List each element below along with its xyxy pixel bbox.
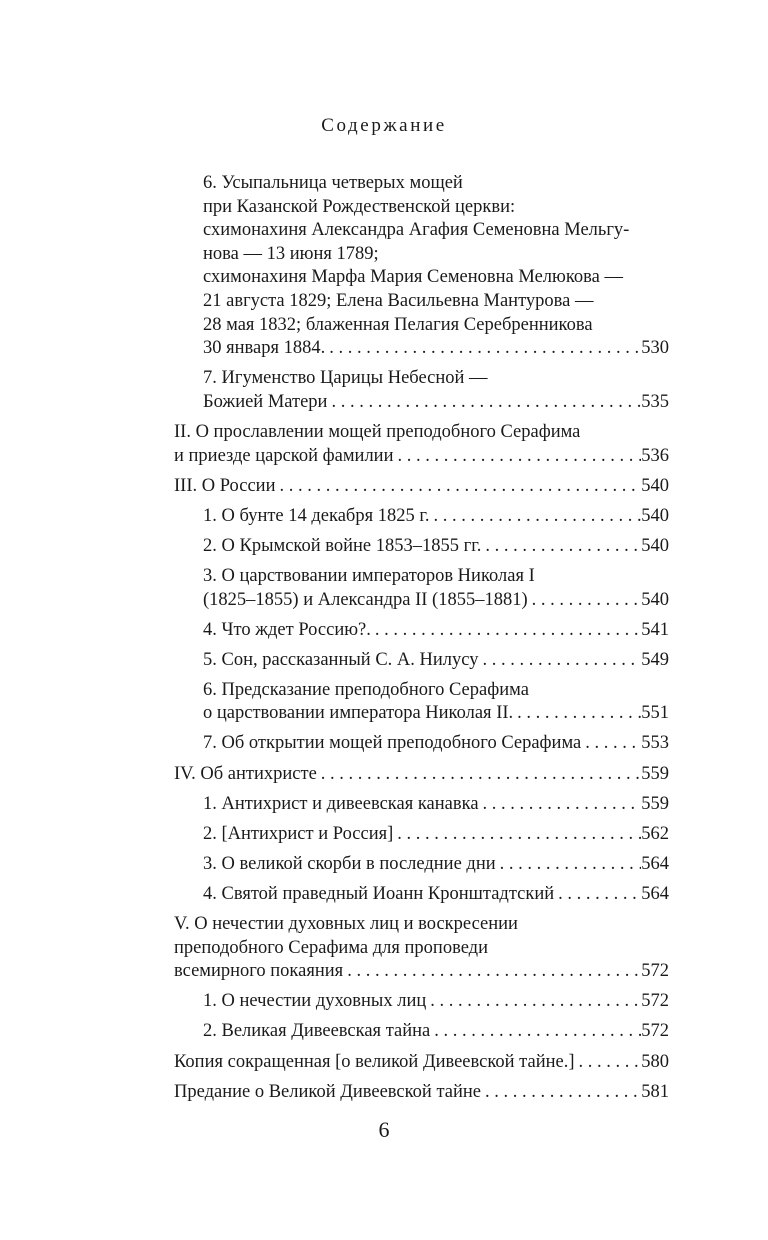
toc-entry-last-line <box>174 1051 669 1075</box>
dot-leader <box>479 793 642 817</box>
toc-entry <box>174 475 669 499</box>
toc-entry-line: V. О нечестии духовных лиц и воскресении <box>174 914 518 935</box>
toc-page-number: 562 <box>641 823 669 844</box>
toc-page-number: 564 <box>641 883 669 904</box>
toc-page-number: 551 <box>641 703 669 724</box>
toc-page-number: 572 <box>641 1021 669 1042</box>
toc-entry-title: 2. О Крымской войне 1853–1855 гг. <box>203 535 482 556</box>
toc-entry-last-line <box>203 535 669 559</box>
dot-leader <box>325 337 641 361</box>
toc-entry-line: 3. О царствовании императоров Николая I <box>203 565 535 586</box>
dot-leader <box>317 763 641 787</box>
toc-page-number: 540 <box>641 505 669 526</box>
toc-entry-line: 21 августа 1829; Елена Васильевна Мантурова — <box>203 290 594 311</box>
toc-entry-line: II. О прославлении мощей преподобного Серафима <box>174 421 581 442</box>
toc-entry-title: Предание о Великой Дивеевской тайне <box>174 1081 481 1102</box>
dot-leader <box>393 445 641 469</box>
table-of-contents <box>174 172 669 1111</box>
toc-entry-last-line <box>203 702 669 726</box>
toc-page-number: 559 <box>641 793 669 814</box>
toc-entry <box>174 883 669 907</box>
toc-entry-last-line <box>203 505 669 529</box>
toc-entry-line: 7. Игуменство Царицы Небесной — <box>203 368 488 389</box>
toc-entry <box>174 793 669 817</box>
toc-entry <box>174 367 669 414</box>
toc-entry <box>174 565 669 612</box>
page-number: 6 <box>378 1117 390 1142</box>
toc-entry <box>174 1081 669 1105</box>
toc-entry <box>174 1020 669 1044</box>
dot-leader <box>275 475 641 499</box>
toc-entry-last-line <box>203 793 669 817</box>
toc-entry-title: всемирного покаяния <box>174 961 344 982</box>
toc-entry-last-line <box>203 1020 669 1044</box>
dot-leader <box>426 990 641 1014</box>
toc-entry-title: IV. Об антихристе <box>174 763 317 784</box>
toc-page-number: 564 <box>641 853 669 874</box>
toc-entry-title: 1. Антихрист и дивеевская канавка <box>203 793 479 814</box>
toc-entry-last-line <box>174 1081 669 1105</box>
toc-entry-last-line <box>203 649 669 673</box>
dot-leader <box>513 702 641 726</box>
toc-entry-title: 1. О нечестии духовных лиц <box>203 991 427 1012</box>
toc-entry-last-line <box>203 391 669 415</box>
toc-entry-last-line <box>203 589 669 613</box>
toc-entry-last-line <box>203 823 669 847</box>
toc-entry-last-line <box>203 990 669 1014</box>
toc-entry-title: 2. Великая Дивеевская тайна <box>203 1021 431 1042</box>
toc-entry-title: 7. Об открытии мощей преподобного Серафима <box>203 733 582 754</box>
toc-entry-last-line <box>174 960 669 984</box>
toc-entry-line: 28 мая 1832; блаженная Пелагия Серебренникова <box>203 314 593 335</box>
dot-leader <box>478 649 641 673</box>
toc-entry-line: преподобного Серафима для проповеди <box>174 937 488 958</box>
toc-entry-last-line <box>203 619 669 643</box>
toc-entry <box>174 990 669 1014</box>
dot-leader <box>371 619 641 643</box>
toc-entry <box>174 649 669 673</box>
toc-entry <box>174 679 669 726</box>
toc-page-number: 553 <box>641 733 669 754</box>
dot-leader <box>393 823 641 847</box>
toc-entry-title: о царствовании императора Николая II. <box>203 703 514 724</box>
toc-entry-title: 30 января 1884. <box>203 338 326 359</box>
toc-entry-line: при Казанской Рождественской церкви: <box>203 196 516 217</box>
toc-entry-line: нова — 13 июня 1789; <box>203 243 379 264</box>
toc-entry-line: схимонахиня Александра Агафия Семеновна Мельгу- <box>203 220 630 241</box>
toc-page-number: 580 <box>641 1051 669 1072</box>
dot-leader <box>481 1081 641 1105</box>
toc-entry-last-line <box>174 445 669 469</box>
toc-entry-title: (1825–1855) и Александра II (1855–1881) <box>203 589 528 610</box>
toc-entry-title: III. О России <box>174 475 276 496</box>
toc-page-number: 581 <box>641 1081 669 1102</box>
dot-leader <box>430 1020 641 1044</box>
toc-entry-last-line <box>203 883 669 907</box>
dot-leader <box>481 535 641 559</box>
toc-page-number: 572 <box>641 961 669 982</box>
toc-entry-title: 3. О великой скорби в последние дни <box>203 853 496 874</box>
toc-entry <box>174 619 669 643</box>
running-header: Содержание <box>321 115 447 136</box>
toc-entry <box>174 853 669 877</box>
toc-entry <box>174 172 669 361</box>
toc-entry-title: 4. Святой праведный Иоанн Кронштадтский <box>203 883 555 904</box>
toc-page-number: 540 <box>641 535 669 556</box>
toc-page-number: 536 <box>641 445 669 466</box>
dot-leader <box>554 883 641 907</box>
toc-entry-title: 4. Что ждет Россию?. <box>203 619 371 640</box>
toc-page-number: 530 <box>641 338 669 359</box>
toc-entry-last-line <box>203 337 669 361</box>
toc-entry-last-line <box>174 763 669 787</box>
dot-leader <box>496 853 642 877</box>
toc-entry <box>174 421 669 468</box>
toc-entry-line: 6. Усыпальница четверых мощей <box>203 173 463 193</box>
toc-entry-title: и приезде царской фамилии <box>174 445 394 466</box>
toc-entry <box>174 732 669 756</box>
toc-entry-last-line <box>203 853 669 877</box>
toc-entry <box>174 913 669 984</box>
toc-entry <box>174 505 669 529</box>
toc-page-number: 540 <box>641 475 669 496</box>
toc-page-number: 541 <box>641 619 669 640</box>
toc-entry <box>174 763 669 787</box>
toc-entry-last-line <box>203 732 669 756</box>
toc-entry-title: Копия сокращенная [о великой Дивеевской тайне.] <box>174 1051 575 1072</box>
toc-page-number: 549 <box>641 649 669 670</box>
toc-page-number: 535 <box>641 391 669 412</box>
dot-leader <box>581 732 641 756</box>
dot-leader <box>528 589 642 613</box>
toc-entry <box>174 1051 669 1075</box>
toc-entry-last-line <box>174 475 669 499</box>
toc-page-number: 540 <box>641 589 669 610</box>
dot-leader <box>429 505 641 529</box>
toc-entry-line: схимонахиня Марфа Мария Семеновна Мелюкова — <box>203 267 623 288</box>
toc-page-number: 572 <box>641 991 669 1012</box>
toc-entry <box>174 535 669 559</box>
toc-entry-title: Божией Матери <box>203 391 328 412</box>
dot-leader <box>575 1051 642 1075</box>
dot-leader <box>327 391 641 415</box>
toc-entry-title: 5. Сон, рассказанный С. А. Нилусу <box>203 649 479 670</box>
toc-page-number: 559 <box>641 763 669 784</box>
toc-entry-title: 2. [Антихрист и Россия] <box>203 823 394 844</box>
dot-leader <box>343 960 641 984</box>
toc-entry <box>174 823 669 847</box>
toc-entry-title: 1. О бунте 14 декабря 1825 г. <box>203 505 430 526</box>
toc-entry-line: 6. Предсказание преподобного Серафима <box>203 679 529 700</box>
